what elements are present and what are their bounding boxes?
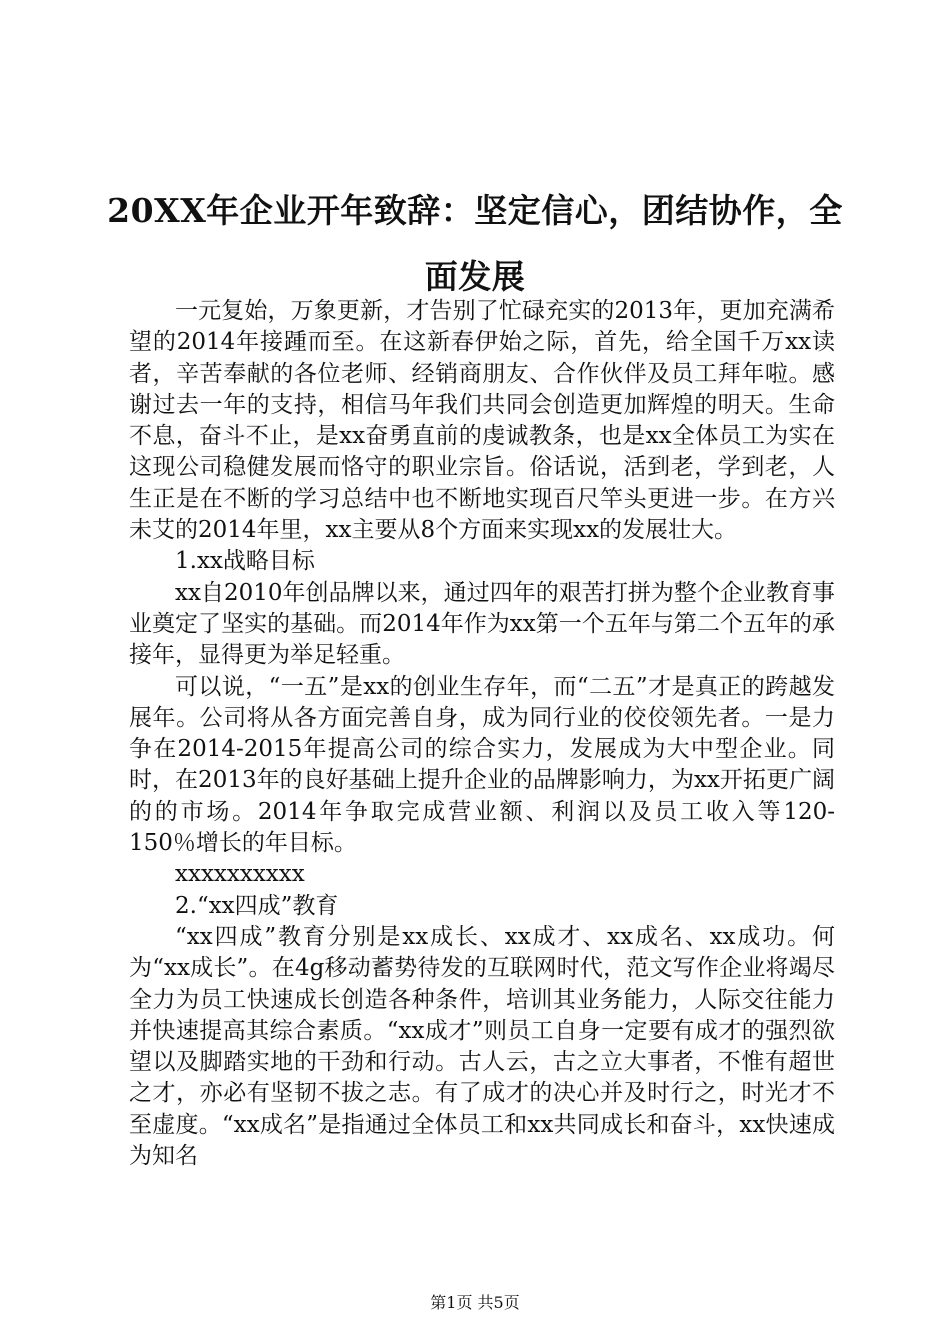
section-heading-strategy: 1.xx战略目标 [175,548,315,575]
paragraph-intro: 一元复始，万象更新，才告别了忙碌充实的2013年，更加充满希望的2014年接踵而至。在这新春伊始之际，首先，给全国千万xx读者，辛苦奉献的各位老师、经销商朋友、合作伙伴及员工拜年啦。感谢过去一年的支持，相信马年我们共同会创造更加辉煌的明天。生命不息，奋斗不止，是xx奋勇直前的虔诚教条，也是xx全体员工为实在这现公司稳健发展而恪守的职业宗旨。俗话说，活到老，学到老，人生正是在不断的学习总结中也不断地实现百尺竿头更进一步。在方兴未艾的2014年里，xx主要从8个方面来实现xx的发展壮大。 [129,298,835,544]
document-body [129,296,835,1172]
section-heading-education: 2.“xx四成”教育 [175,892,339,919]
paragraph-development: 可以说，“一五”是xx的创业生存年，而“二五”才是真正的跨越发展年。公司将从各方面完善自身，成为同行业的佼佼领先者。一是力争在2014-2015年提高公司的综合实力，发展成为大中型企业。同时，在2013年的良好基础上提升企业的品牌影响力，为xx开拓更广阔的的市场。2014年争取完成营业额、利润以及员工收入等120-150％增长的年目标。 [129,673,835,857]
placeholder-line: xxxxxxxxxx [175,861,305,888]
page-footer: 第1页 共5页 [430,1293,520,1312]
document-title: 20XX年企业开年致辞：坚定信心，团结协作，全面发展 [107,191,843,296]
paragraph-strategy: xx自2010年创品牌以来，通过四年的艰苦打拼为整个企业教育事业奠定了坚实的基础。而2014年作为xx第一个五年与第二个五年的承接年，显得更为举足轻重。 [129,579,835,669]
paragraph-education: “xx四成”教育分别是xx成长、xx成才、xx成名、xx成功。何为“xx成长”。在4g移动蓄势待发的互联网时代，范文写作企业将竭尽全力为员工快速成长创造各种条件，培训其业务能力，人际交往能力并快速提高其综合素质。“xx成才”则员工自身一定要有成才的强烈欲望以及脚踏实地的干劲和行动。古人云，古之立大事者，不惟有超世之才，亦必有坚韧不拔之志。有了成才的决心并及时行之，时光才不至虚度。“xx成名”是指通过全体员工和xx共同成长和奋斗，xx快速成为知名 [129,923,835,1170]
